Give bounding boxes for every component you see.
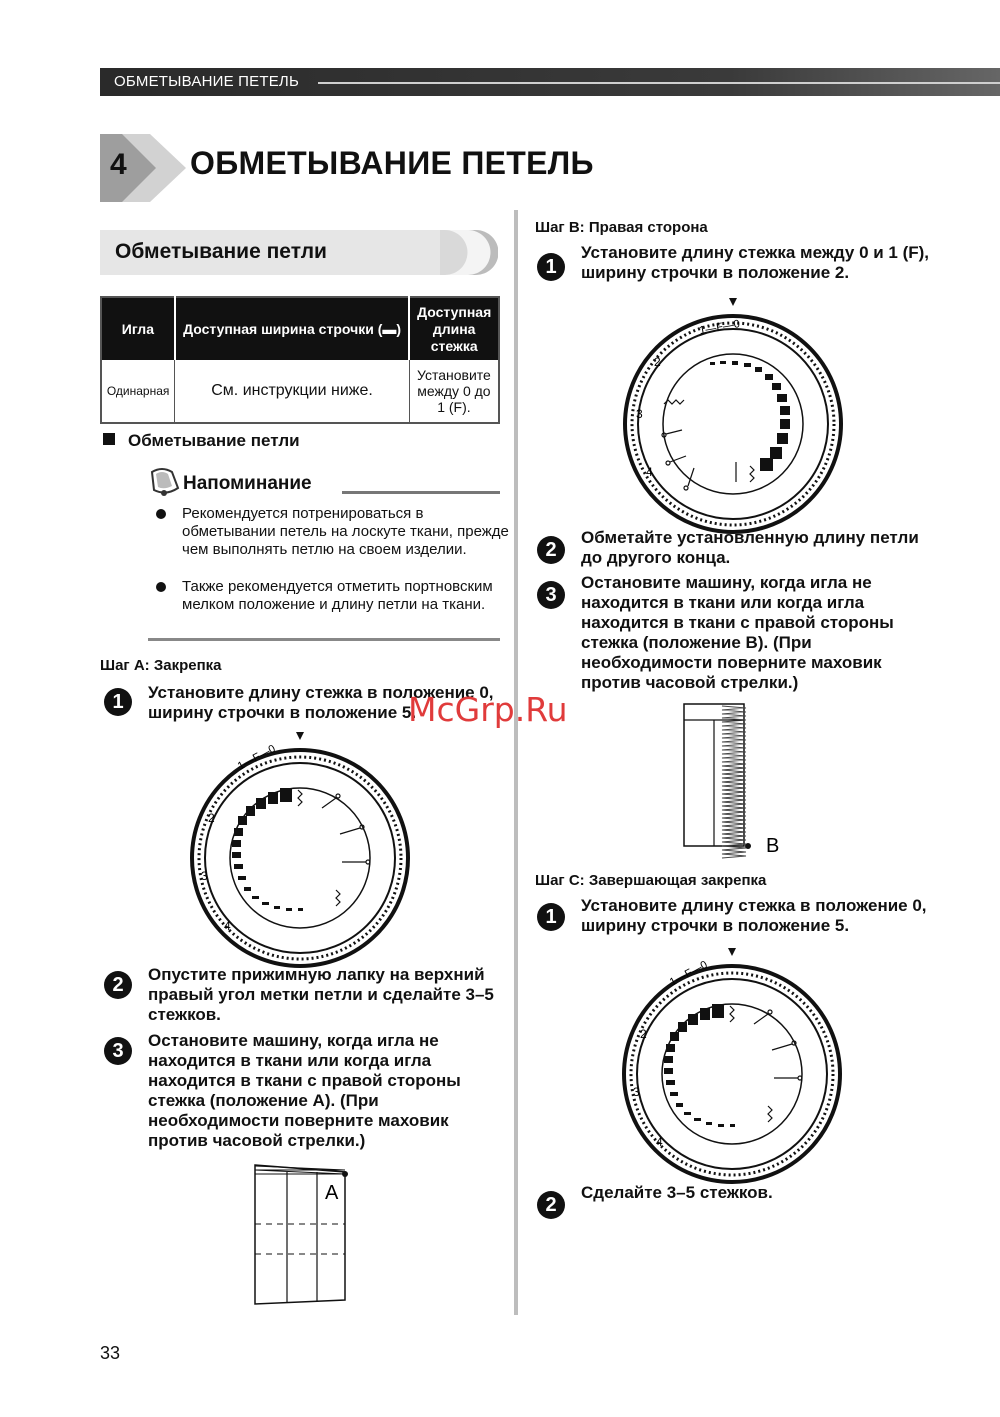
stitch-dial-b bbox=[620, 296, 845, 536]
step-number-2: 2 bbox=[104, 971, 132, 999]
buttonhole-figure-b bbox=[680, 700, 790, 860]
table-cell-length: Установите между 0 до 1 (F). bbox=[417, 367, 491, 415]
table-header-width: Доступная ширина строчки (▬) bbox=[175, 297, 410, 360]
column-divider bbox=[514, 210, 518, 1315]
dial-top-marks: 1—F—0 bbox=[698, 318, 741, 337]
note-item-2: Также рекомендуется отметить портновским мелком положение и длину петли на ткани. bbox=[182, 578, 493, 613]
step-number-1: 1 bbox=[104, 688, 132, 716]
dial-mark-4: 4 bbox=[646, 465, 653, 479]
step-b-1-text: Установите длину стежка между 0 и 1 (F), ширину строчки в положение 2. bbox=[581, 243, 930, 282]
step-a-3-text: Остановите машину, когда игла не находится в ткани или когда игла находится в ткани с правой стороны стежка (положение А). (При необходимости поверните маховик против часовой стрелки.) bbox=[148, 1031, 461, 1150]
bell-icon bbox=[148, 466, 182, 498]
figure-label-a: A bbox=[325, 1182, 339, 1204]
step-a-1-text: Установите длину стежка в положение 0, ширину строчки в положение 5. bbox=[148, 683, 494, 722]
dial-top-marks: 1—F—0 bbox=[235, 742, 278, 773]
note-rule bbox=[342, 491, 500, 494]
step-c-header: Шаг С: Завершающая закрепка bbox=[535, 872, 767, 889]
chapter-number: 4 bbox=[110, 148, 127, 181]
step-b-3-text: Остановите машину, когда игла не находится в ткани или когда игла находится в ткани с правой стороны стежка (положение В). (При необходимости поверните маховик против часовой стрелки.) bbox=[581, 573, 894, 692]
step-c-1-text: Установите длину стежка в положение 0, ширину строчки в положение 5. bbox=[581, 896, 927, 935]
dial-top-marks: 1—F—0 bbox=[667, 958, 710, 989]
step-b-header: Шаг В: Правая сторона bbox=[535, 219, 708, 236]
section-title: Обметывание петли bbox=[115, 240, 327, 263]
dial-mark-2: 2 bbox=[654, 355, 661, 369]
watermark: McGrp.Ru bbox=[408, 690, 568, 729]
table-cell-needle: Одинарная bbox=[101, 360, 175, 423]
step-number-2: 2 bbox=[537, 1191, 565, 1219]
dial-mark-3: 3 bbox=[633, 1085, 640, 1099]
square-bullet-icon bbox=[103, 433, 115, 445]
dial-mark-4: 4 bbox=[224, 919, 231, 933]
dial-mark-2: 2 bbox=[208, 811, 215, 825]
bullet-icon bbox=[156, 509, 166, 519]
running-title: ОБМЕТЫВАНИЕ ПЕТЕЛЬ bbox=[114, 73, 299, 90]
spec-table bbox=[100, 296, 500, 424]
stitch-dial-a bbox=[190, 730, 415, 970]
stitch-dial-c bbox=[622, 946, 847, 1186]
table-header-needle: Игла bbox=[101, 297, 175, 360]
table-cell-width: См. инструкции ниже. bbox=[175, 360, 410, 423]
step-c-2-text: Сделайте 3–5 стежков. bbox=[581, 1183, 773, 1202]
note-item-1: Рекомендуется потренироваться в обметывании петель на лоскуте ткани, прежде чем выполнять петлю на своем изделии. bbox=[182, 505, 509, 558]
dial-mark-3: 3 bbox=[636, 407, 643, 421]
dial-mark-2: 2 bbox=[640, 1027, 647, 1041]
bullet-icon bbox=[156, 582, 166, 592]
header-rule bbox=[318, 82, 1000, 84]
figure-label-b: B bbox=[766, 835, 780, 857]
subsection-title: Обметывание петли bbox=[128, 431, 300, 450]
note-end-rule bbox=[148, 638, 500, 641]
step-number-1: 1 bbox=[537, 903, 565, 931]
table-header-length: Доступная длина стежка bbox=[409, 297, 499, 360]
step-number-3: 3 bbox=[537, 581, 565, 609]
step-number-2: 2 bbox=[537, 536, 565, 564]
step-number-3: 3 bbox=[104, 1037, 132, 1065]
chapter-title: ОБМЕТЫВАНИЕ ПЕТЕЛЬ bbox=[190, 145, 594, 181]
page-number: 33 bbox=[100, 1343, 121, 1363]
dial-mark-3: 3 bbox=[201, 869, 208, 883]
step-a-2-text: Опустите прижимную лапку на верхний правый угол метки петли и сделайте 3–5 стежков. bbox=[148, 965, 494, 1024]
dial-mark-4: 4 bbox=[656, 1135, 663, 1149]
buttonhole-figure-a bbox=[245, 1162, 365, 1307]
step-a-header: Шаг А: Закрепка bbox=[100, 657, 222, 674]
note-title: Напоминание bbox=[183, 473, 312, 494]
step-b-2-text: Обметайте установленную длину петли до другого конца. bbox=[581, 528, 919, 567]
step-number-1: 1 bbox=[537, 253, 565, 281]
